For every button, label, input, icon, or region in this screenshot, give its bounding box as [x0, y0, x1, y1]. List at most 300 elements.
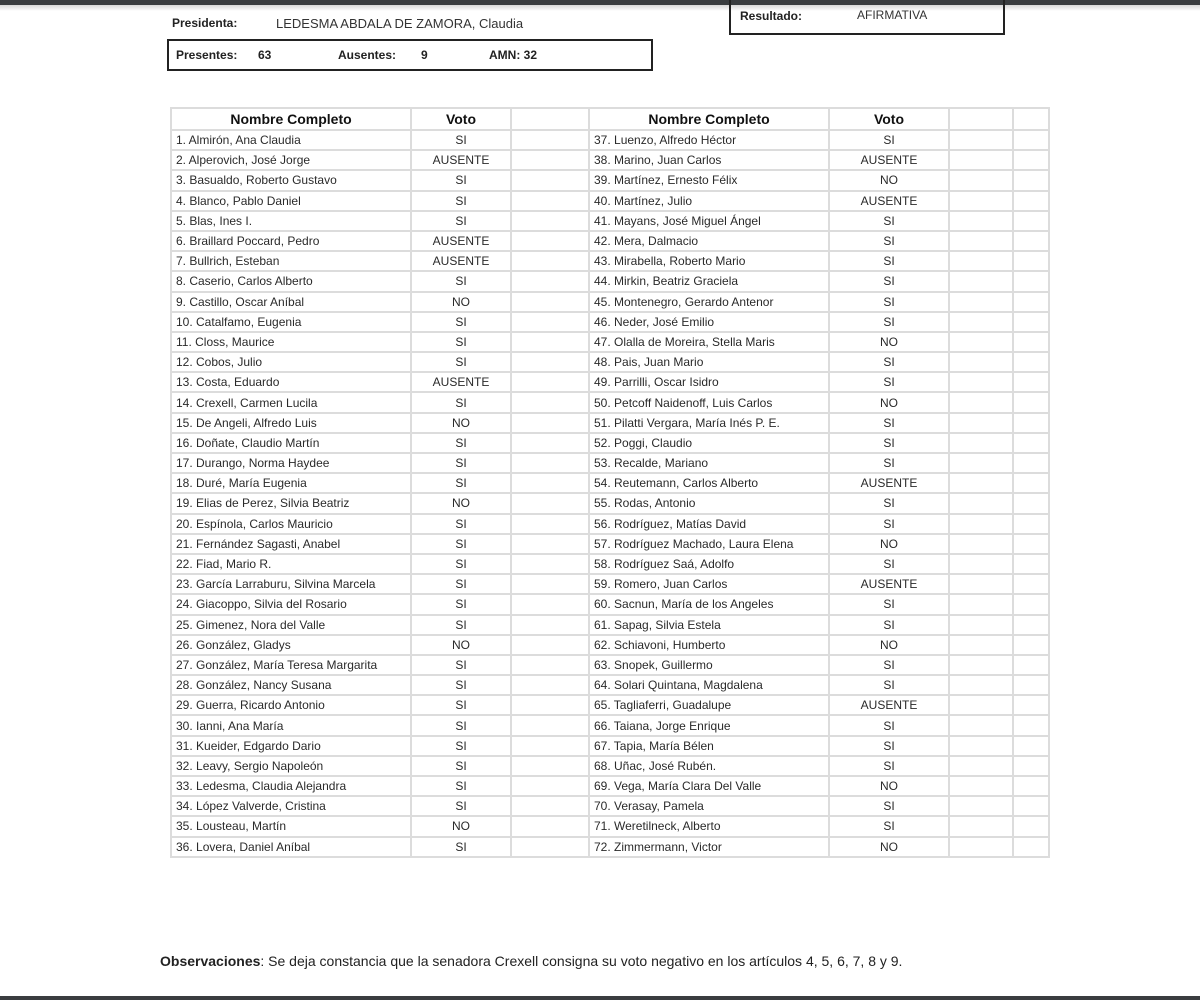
senator-name: 45. Montenegro, Gerardo Antenor — [589, 292, 829, 312]
blank-cell — [511, 312, 589, 332]
senator-name: 12. Cobos, Julio — [171, 352, 411, 372]
blank-cell — [1013, 352, 1049, 372]
blank-cell — [511, 170, 589, 190]
senator-name: 33. Ledesma, Claudia Alejandra — [171, 776, 411, 796]
senator-vote: SI — [829, 796, 949, 816]
senator-vote: AUSENTE — [411, 150, 511, 170]
blank-cell — [949, 715, 1013, 735]
senator-vote: SI — [411, 715, 511, 735]
table-row — [171, 736, 1049, 756]
senator-vote: NO — [411, 635, 511, 655]
table-row — [171, 231, 1049, 251]
senator-name: 24. Giacoppo, Silvia del Rosario — [171, 594, 411, 614]
blank-cell — [949, 635, 1013, 655]
senator-name: 72. Zimmermann, Victor — [589, 837, 829, 857]
blank-cell — [949, 796, 1013, 816]
senator-vote: NO — [829, 635, 949, 655]
blank-cell — [511, 756, 589, 776]
blank-cell — [511, 736, 589, 756]
senator-vote: SI — [411, 756, 511, 776]
senator-vote: AUSENTE — [411, 231, 511, 251]
blank-cell — [511, 493, 589, 513]
blank-cell — [1013, 655, 1049, 675]
table-row — [171, 352, 1049, 372]
blank-cell — [949, 655, 1013, 675]
blank-cell — [1013, 635, 1049, 655]
blank-cell — [511, 453, 589, 473]
senator-name: 16. Doñate, Claudio Martín — [171, 433, 411, 453]
senator-vote: NO — [829, 534, 949, 554]
blank-cell — [949, 615, 1013, 635]
blank-cell — [1013, 756, 1049, 776]
table-row — [171, 392, 1049, 412]
senator-name: 5. Blas, Ines I. — [171, 211, 411, 231]
senator-vote: SI — [411, 837, 511, 857]
senator-name: 15. De Angeli, Alfredo Luis — [171, 413, 411, 433]
senator-vote: NO — [411, 493, 511, 513]
senator-vote: SI — [411, 796, 511, 816]
table-row — [171, 332, 1049, 352]
blank-cell — [511, 211, 589, 231]
blank-cell — [511, 655, 589, 675]
resultado-value: AFIRMATIVA — [857, 8, 928, 22]
senator-vote: SI — [829, 453, 949, 473]
senator-vote: NO — [829, 776, 949, 796]
blank-cell — [511, 534, 589, 554]
table-row — [171, 251, 1049, 271]
senator-name: 4. Blanco, Pablo Daniel — [171, 191, 411, 211]
senator-name: 50. Petcoff Naidenoff, Luis Carlos — [589, 392, 829, 412]
blank-cell — [949, 251, 1013, 271]
table-row — [171, 372, 1049, 392]
blank-cell — [511, 554, 589, 574]
blank-cell — [1013, 453, 1049, 473]
senator-vote: SI — [411, 736, 511, 756]
blank-cell — [1013, 796, 1049, 816]
senator-vote: SI — [829, 493, 949, 513]
blank-cell — [949, 574, 1013, 594]
senator-name: 61. Sapag, Silvia Estela — [589, 615, 829, 635]
blank-cell — [511, 695, 589, 715]
senator-name: 13. Costa, Eduardo — [171, 372, 411, 392]
blank-cell — [949, 352, 1013, 372]
presidenta-value: LEDESMA ABDALA DE ZAMORA, Claudia — [276, 16, 524, 31]
table-row — [171, 534, 1049, 554]
senator-name: 11. Closs, Maurice — [171, 332, 411, 352]
blank-cell — [511, 776, 589, 796]
senator-name: 31. Kueider, Edgardo Dario — [171, 736, 411, 756]
senator-name: 43. Mirabella, Roberto Mario — [589, 251, 829, 271]
blank-cell — [1013, 837, 1049, 857]
senator-vote: NO — [829, 392, 949, 412]
blank-cell — [949, 675, 1013, 695]
blank-cell — [1013, 695, 1049, 715]
observaciones-text: : Se deja constancia que la senadora Crexell consigna su voto negativo en los artículos 4, 5, 6, 7, 8 y 9. — [260, 953, 903, 969]
table-row — [171, 695, 1049, 715]
table-row — [171, 150, 1049, 170]
blank-cell — [1013, 715, 1049, 735]
blank-cell — [1013, 392, 1049, 412]
blank-cell — [511, 251, 589, 271]
attendance-box — [167, 39, 653, 71]
senator-name: 32. Leavy, Sergio Napoleón — [171, 756, 411, 776]
senator-name: 36. Lovera, Daniel Aníbal — [171, 837, 411, 857]
senator-vote: SI — [829, 251, 949, 271]
result-box — [729, 0, 1005, 35]
presentes-value: 63 — [258, 48, 272, 62]
blank-cell — [511, 837, 589, 857]
senator-name: 63. Snopek, Guillermo — [589, 655, 829, 675]
blank-cell — [1013, 776, 1049, 796]
senator-name: 68. Uñac, José Rubén. — [589, 756, 829, 776]
blank-cell — [511, 796, 589, 816]
senator-name: 58. Rodríguez Saá, Adolfo — [589, 554, 829, 574]
senator-name: 1. Almirón, Ana Claudia — [171, 130, 411, 150]
blank-cell — [511, 231, 589, 251]
senator-name: 7. Bullrich, Esteban — [171, 251, 411, 271]
blank-cell — [949, 231, 1013, 251]
header-voto-left: Voto — [411, 108, 511, 130]
blank-cell — [949, 292, 1013, 312]
blank-cell — [511, 191, 589, 211]
senator-vote: SI — [411, 695, 511, 715]
table-row — [171, 776, 1049, 796]
table-row — [171, 453, 1049, 473]
senator-vote: SI — [829, 231, 949, 251]
blank-cell — [949, 554, 1013, 574]
blank-cell — [1013, 372, 1049, 392]
senator-name: 28. González, Nancy Susana — [171, 675, 411, 695]
blank-cell — [949, 332, 1013, 352]
senator-name: 37. Luenzo, Alfredo Héctor — [589, 130, 829, 150]
senator-vote: SI — [829, 211, 949, 231]
blank-cell — [511, 514, 589, 534]
senator-name: 18. Duré, María Eugenia — [171, 473, 411, 493]
senator-name: 48. Pais, Juan Mario — [589, 352, 829, 372]
blank-cell — [1013, 211, 1049, 231]
table-row — [171, 594, 1049, 614]
blank-cell — [511, 332, 589, 352]
senator-vote: AUSENTE — [411, 251, 511, 271]
blank-cell — [1013, 150, 1049, 170]
senator-name: 42. Mera, Dalmacio — [589, 231, 829, 251]
senator-name: 41. Mayans, José Miguel Ángel — [589, 211, 829, 231]
blank-cell — [949, 433, 1013, 453]
senator-vote: SI — [829, 715, 949, 735]
senator-name: 55. Rodas, Antonio — [589, 493, 829, 513]
senator-vote: SI — [829, 655, 949, 675]
senator-vote: SI — [411, 473, 511, 493]
blank-cell — [1013, 816, 1049, 836]
senator-vote: SI — [411, 392, 511, 412]
senator-vote: NO — [411, 413, 511, 433]
table-row — [171, 170, 1049, 190]
senator-vote: SI — [411, 211, 511, 231]
blank-cell — [511, 635, 589, 655]
senator-name: 54. Reutemann, Carlos Alberto — [589, 473, 829, 493]
table-row — [171, 130, 1049, 150]
blank-cell — [949, 756, 1013, 776]
blank-cell — [1013, 130, 1049, 150]
senator-name: 60. Sacnun, María de los Angeles — [589, 594, 829, 614]
senator-name: 39. Martínez, Ernesto Félix — [589, 170, 829, 190]
blank-cell — [1013, 534, 1049, 554]
table-row — [171, 635, 1049, 655]
blank-cell — [511, 413, 589, 433]
blank-cell — [511, 574, 589, 594]
blank-cell — [1013, 231, 1049, 251]
senator-name: 27. González, María Teresa Margarita — [171, 655, 411, 675]
blank-cell — [511, 292, 589, 312]
header-voto-right: Voto — [829, 108, 949, 130]
senator-name: 2. Alperovich, José Jorge — [171, 150, 411, 170]
senator-vote: SI — [411, 332, 511, 352]
observaciones-label: Observaciones — [160, 953, 261, 969]
senator-name: 69. Vega, María Clara Del Valle — [589, 776, 829, 796]
senator-vote: SI — [829, 675, 949, 695]
senator-vote: NO — [829, 332, 949, 352]
blank-cell — [1013, 433, 1049, 453]
senator-name: 19. Elias de Perez, Silvia Beatriz — [171, 493, 411, 513]
senator-vote: SI — [829, 312, 949, 332]
blank-cell — [511, 150, 589, 170]
blank-cell — [511, 594, 589, 614]
senator-vote: SI — [411, 776, 511, 796]
senator-name: 35. Lousteau, Martín — [171, 816, 411, 836]
senator-name: 10. Catalfamo, Eugenia — [171, 312, 411, 332]
header-blank — [511, 108, 589, 130]
blank-cell — [1013, 594, 1049, 614]
senator-name: 8. Caserio, Carlos Alberto — [171, 271, 411, 291]
senator-vote: SI — [829, 433, 949, 453]
table-row — [171, 837, 1049, 857]
senator-vote: SI — [411, 615, 511, 635]
blank-cell — [949, 130, 1013, 150]
table-row — [171, 816, 1049, 836]
senator-vote: SI — [829, 554, 949, 574]
senator-name: 64. Solari Quintana, Magdalena — [589, 675, 829, 695]
blank-cell — [949, 413, 1013, 433]
table-row — [171, 574, 1049, 594]
table-row — [171, 756, 1049, 776]
blank-cell — [511, 352, 589, 372]
senator-name: 34. López Valverde, Cristina — [171, 796, 411, 816]
senator-name: 23. García Larraburu, Silvina Marcela — [171, 574, 411, 594]
blank-cell — [949, 473, 1013, 493]
senator-vote: SI — [829, 594, 949, 614]
senator-name: 20. Espínola, Carlos Mauricio — [171, 514, 411, 534]
senator-name: 40. Martínez, Julio — [589, 191, 829, 211]
senator-vote: SI — [829, 816, 949, 836]
blank-cell — [949, 514, 1013, 534]
blank-cell — [949, 594, 1013, 614]
senator-vote: SI — [829, 372, 949, 392]
header-blank — [949, 108, 1013, 130]
senator-vote: SI — [411, 514, 511, 534]
senator-name: 71. Weretilneck, Alberto — [589, 816, 829, 836]
blank-cell — [511, 615, 589, 635]
senator-name: 70. Verasay, Pamela — [589, 796, 829, 816]
blank-cell — [511, 271, 589, 291]
table-row — [171, 473, 1049, 493]
observaciones — [160, 952, 1040, 971]
ausentes-label: Ausentes: — [338, 48, 397, 62]
senator-name: 26. González, Gladys — [171, 635, 411, 655]
table-row — [171, 191, 1049, 211]
senator-name: 65. Tagliaferri, Guadalupe — [589, 695, 829, 715]
senator-name: 46. Neder, José Emilio — [589, 312, 829, 332]
table-row — [171, 675, 1049, 695]
senator-name: 47. Olalla de Moreira, Stella Maris — [589, 332, 829, 352]
blank-cell — [1013, 473, 1049, 493]
blank-cell — [1013, 292, 1049, 312]
senator-vote: SI — [411, 574, 511, 594]
blank-cell — [949, 816, 1013, 836]
senator-name: 53. Recalde, Mariano — [589, 453, 829, 473]
senator-vote: SI — [411, 170, 511, 190]
blank-cell — [949, 271, 1013, 291]
blank-cell — [511, 130, 589, 150]
senator-name: 38. Marino, Juan Carlos — [589, 150, 829, 170]
senator-vote: SI — [829, 292, 949, 312]
blank-cell — [1013, 493, 1049, 513]
senator-vote: NO — [411, 292, 511, 312]
blank-cell — [949, 837, 1013, 857]
senator-vote: AUSENTE — [411, 372, 511, 392]
header-blank — [1013, 108, 1049, 130]
header-nombre-right: Nombre Completo — [589, 108, 829, 130]
blank-cell — [1013, 514, 1049, 534]
senator-vote: SI — [829, 756, 949, 776]
viewer-bottom-bar — [0, 996, 1200, 1000]
blank-cell — [1013, 251, 1049, 271]
senator-vote: SI — [829, 130, 949, 150]
blank-cell — [1013, 332, 1049, 352]
senator-vote: AUSENTE — [829, 695, 949, 715]
presentes-label: Presentes: — [176, 48, 238, 62]
senator-vote: SI — [411, 352, 511, 372]
blank-cell — [1013, 574, 1049, 594]
senator-vote: SI — [411, 271, 511, 291]
senator-vote: SI — [411, 191, 511, 211]
senator-vote: SI — [411, 594, 511, 614]
table-row — [171, 312, 1049, 332]
blank-cell — [1013, 271, 1049, 291]
blank-cell — [511, 433, 589, 453]
table-row — [171, 433, 1049, 453]
blank-cell — [1013, 615, 1049, 635]
senator-name: 17. Durango, Norma Haydee — [171, 453, 411, 473]
table-row — [171, 271, 1049, 291]
presidenta-label: Presidenta: — [172, 16, 238, 30]
senator-name: 25. Gimenez, Nora del Valle — [171, 615, 411, 635]
senator-vote: NO — [411, 816, 511, 836]
table-row — [171, 292, 1049, 312]
senator-vote: SI — [411, 130, 511, 150]
blank-cell — [1013, 312, 1049, 332]
senator-vote: SI — [411, 453, 511, 473]
blank-cell — [511, 675, 589, 695]
blank-cell — [949, 534, 1013, 554]
blank-cell — [949, 191, 1013, 211]
senator-name: 52. Poggi, Claudio — [589, 433, 829, 453]
table-row — [171, 715, 1049, 735]
amn-label: AMN: 32 — [489, 48, 538, 62]
blank-cell — [949, 695, 1013, 715]
senator-vote: SI — [829, 736, 949, 756]
table-row — [171, 796, 1049, 816]
senator-name: 29. Guerra, Ricardo Antonio — [171, 695, 411, 715]
senator-name: 44. Mirkin, Beatriz Graciela — [589, 271, 829, 291]
votes-table-body — [171, 130, 1049, 857]
senator-name: 3. Basualdo, Roberto Gustavo — [171, 170, 411, 190]
table-row — [171, 493, 1049, 513]
blank-cell — [1013, 554, 1049, 574]
blank-cell — [949, 372, 1013, 392]
senator-name: 21. Fernández Sagasti, Anabel — [171, 534, 411, 554]
blank-cell — [949, 453, 1013, 473]
viewer-top-shadow — [0, 5, 1200, 11]
blank-cell — [511, 715, 589, 735]
votes-table — [170, 107, 1050, 858]
table-header-row — [171, 108, 1049, 130]
blank-cell — [949, 493, 1013, 513]
table-row — [171, 413, 1049, 433]
blank-cell — [1013, 191, 1049, 211]
senator-name: 30. Ianni, Ana María — [171, 715, 411, 735]
blank-cell — [949, 392, 1013, 412]
senator-vote: SI — [411, 312, 511, 332]
senator-name: 67. Tapia, María Bélen — [589, 736, 829, 756]
senator-name: 66. Taiana, Jorge Enrique — [589, 715, 829, 735]
blank-cell — [949, 312, 1013, 332]
senator-name: 14. Crexell, Carmen Lucila — [171, 392, 411, 412]
senator-vote: SI — [829, 514, 949, 534]
blank-cell — [949, 736, 1013, 756]
blank-cell — [949, 150, 1013, 170]
blank-cell — [1013, 675, 1049, 695]
senator-vote: SI — [829, 413, 949, 433]
senator-vote: SI — [829, 352, 949, 372]
senator-vote: AUSENTE — [829, 191, 949, 211]
header-nombre-left: Nombre Completo — [171, 108, 411, 130]
senator-vote: NO — [829, 170, 949, 190]
table-row — [171, 211, 1049, 231]
senator-vote: SI — [411, 655, 511, 675]
table-row — [171, 514, 1049, 534]
senator-name: 57. Rodríguez Machado, Laura Elena — [589, 534, 829, 554]
table-row — [171, 554, 1049, 574]
blank-cell — [1013, 170, 1049, 190]
blank-cell — [949, 211, 1013, 231]
senator-name: 6. Braillard Poccard, Pedro — [171, 231, 411, 251]
senator-vote: SI — [411, 675, 511, 695]
senator-vote: AUSENTE — [829, 574, 949, 594]
blank-cell — [1013, 736, 1049, 756]
senator-vote: SI — [411, 554, 511, 574]
senator-name: 56. Rodríguez, Matías David — [589, 514, 829, 534]
ausentes-value: 9 — [421, 48, 428, 62]
senator-vote: SI — [411, 534, 511, 554]
senator-name: 62. Schiavoni, Humberto — [589, 635, 829, 655]
senator-vote: NO — [829, 837, 949, 857]
table-row — [171, 655, 1049, 675]
senator-vote: AUSENTE — [829, 473, 949, 493]
senator-vote: SI — [829, 271, 949, 291]
senator-name: 59. Romero, Juan Carlos — [589, 574, 829, 594]
senator-vote: AUSENTE — [829, 150, 949, 170]
blank-cell — [949, 170, 1013, 190]
